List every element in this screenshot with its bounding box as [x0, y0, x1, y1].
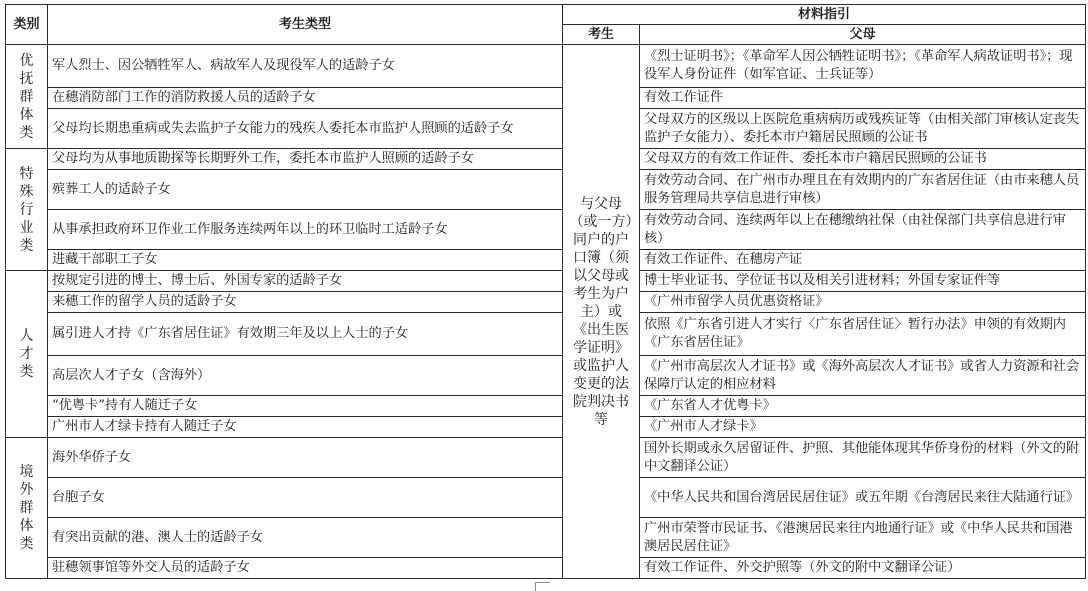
parents-materials-cell: 《广州市高层次人才证书》或《海外高层次人才证书》或省人力资源和社会保障厅认定的相应材料	[640, 356, 1086, 396]
table-row	[6, 292, 1086, 313]
candidate-materials-cell	[563, 45, 640, 579]
header-parents: 父母	[640, 25, 1086, 45]
page-corner-mark	[535, 582, 550, 591]
parents-materials-cell: 《广东省人才优粤卡》	[640, 396, 1086, 417]
candidate-type-cell: 台胞子女	[48, 478, 563, 518]
table-row	[6, 438, 1086, 478]
parents-materials-cell: 《广州市人才绿卡》	[640, 417, 1086, 438]
candidate-type-cell: 从事承担政府环卫作业工作服务连续两年以上的环卫临时工适龄子女	[48, 210, 563, 250]
header-candidate-type: 考生类型	[48, 5, 563, 45]
table-row	[6, 558, 1086, 579]
candidate-type-cell: 广州市人才绿卡持有人随迁子女	[48, 417, 563, 438]
table-row	[6, 250, 1086, 271]
parents-materials-cell: 《中华人民共和国台湾居民居住证》或五年期《台湾居民来往大陆通行证》	[640, 478, 1086, 518]
candidate-type-cell: 在穗消防部门工作的消防救援人员的适龄子女	[48, 88, 563, 109]
parents-materials-cell: 有效劳动合同、连续两年以上在穗缴纳社保（由社保部门共享信息进行审核）	[640, 210, 1086, 250]
candidate-type-cell: 按规定引进的博士、博士后、外国专家的适龄子女	[48, 271, 563, 292]
table-row	[6, 518, 1086, 558]
category-cell	[6, 45, 48, 149]
table-row	[6, 478, 1086, 518]
materials-table-container	[5, 4, 1086, 579]
admission-materials-table	[5, 4, 1086, 579]
parents-materials-cell: 《烈士证明书》；《革命军人因公牺牲证明书》；《革命军人病故证明书》；现役军人身份证件（如军官证、士兵证等）	[640, 45, 1086, 88]
candidate-type-cell: 来穗工作的留学人员的适龄子女	[48, 292, 563, 313]
header-candidate: 考生	[563, 25, 640, 45]
candidate-materials-text: 与父母（或一方）同户的户口簿（须以父母或考生为户主）或《出生医学证明》或监护人变更的法院判决书等	[569, 195, 633, 428]
parents-materials-cell: 有效工作证件、外交护照等（外文的附中文翻译公证）	[640, 558, 1086, 579]
table-row	[6, 210, 1086, 250]
category-cell	[6, 271, 48, 438]
parents-materials-cell: 广州市荣誉市民证书、《港澳居民来往内地通行证》或《中华人民共和国港澳居民居住证》	[640, 518, 1086, 558]
candidate-type-cell: 进藏干部职工子女	[48, 250, 563, 271]
candidate-type-cell: 海外华侨子女	[48, 438, 563, 478]
parents-materials-cell: 博士毕业证书、学位证书以及相关引进材料；外国专家证件等	[640, 271, 1086, 292]
table-row	[6, 149, 1086, 170]
candidate-type-cell: 高层次人才子女（含海外）	[48, 356, 563, 396]
table-row	[6, 45, 1086, 88]
parents-materials-cell: 父母双方的有效工作证件、委托本市户籍居民照顾的公证书	[640, 149, 1086, 170]
parents-materials-cell: 国外长期或永久居留证件、护照、其他能体现其华侨身份的材料（外文的附中文翻译公证）	[640, 438, 1086, 478]
table-row	[6, 88, 1086, 109]
table-row	[6, 417, 1086, 438]
table-row	[6, 356, 1086, 396]
table-row	[6, 313, 1086, 356]
parents-materials-cell: 父母双方的区级以上医院危重病病历或残疾证等（由相关部门审核认定丧失监护子女能力）、委托本市户籍居民照顾的公证书	[640, 109, 1086, 149]
category-label: 境外群体类	[19, 464, 34, 552]
table-row	[6, 396, 1086, 417]
candidate-type-cell: 驻穗领事馆等外交人员的适龄子女	[48, 558, 563, 579]
candidate-type-cell: 属引进人才持《广东省居住证》有效期三年及以上人士的子女	[48, 313, 563, 356]
candidate-type-cell: “优粤卡”持有人随迁子女	[48, 396, 563, 417]
category-label: 特殊行业类	[19, 165, 34, 254]
parents-materials-cell: 《广州市留学人员优惠资格证》	[640, 292, 1086, 313]
table-row	[6, 170, 1086, 210]
category-label: 优抚群体类	[19, 52, 34, 141]
parents-materials-cell: 依照《广东省引进人才实行〈广东省居住证〉暂行办法》申领的有效期内《广东省居住证》	[640, 313, 1086, 356]
parents-materials-cell: 有效工作证件、在穗房产证	[640, 250, 1086, 271]
candidate-type-cell: 殡葬工人的适龄子女	[48, 170, 563, 210]
category-label: 人才类	[19, 328, 34, 380]
header-category: 类别	[6, 5, 48, 45]
category-cell	[6, 149, 48, 271]
parents-materials-cell: 有效劳动合同、在广州市办理且在有效期内的广东省居住证（由市来穗人员服务管理局共享信息进行审核）	[640, 170, 1086, 210]
candidate-type-cell: 父母均为从事地质勘探等长期野外工作，委托本市监护人照顾的适龄子女	[48, 149, 563, 170]
parents-materials-cell: 有效工作证件	[640, 88, 1086, 109]
candidate-type-cell: 父母均长期患重病或失去监护子女能力的残疾人委托本市监护人照顾的适龄子女	[48, 109, 563, 149]
header-materials: 材料指引	[563, 5, 1086, 25]
table-body	[6, 45, 1086, 579]
candidate-type-cell: 有突出贡献的港、澳人士的适龄子女	[48, 518, 563, 558]
category-cell	[6, 438, 48, 579]
table-row	[6, 271, 1086, 292]
candidate-type-cell: 军人烈士、因公牺牲军人、病故军人及现役军人的适龄子女	[48, 45, 563, 88]
table-row	[6, 109, 1086, 149]
